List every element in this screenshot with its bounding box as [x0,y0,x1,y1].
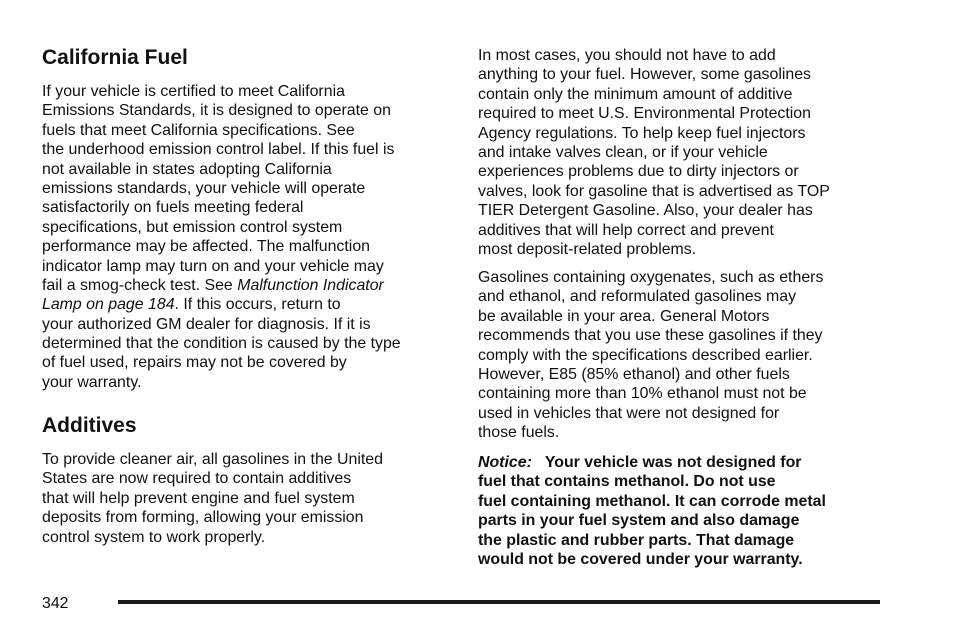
text-line [42,295,401,314]
text-segment: not available in states adopting California [42,160,332,178]
text-italic: Malfunction Indicator [237,276,384,294]
notice-paragraph [478,453,826,569]
text-line [42,237,401,256]
text-line [42,450,383,469]
text-line [478,531,826,550]
text-segment: and ethanol, and reformulated gasolines may [478,288,797,306]
text-line [478,326,823,345]
text-line [42,198,401,217]
text-segment: However, E85 (85% ethanol) and other fuels [478,365,790,383]
text-segment: be available in your area. General Motors [478,307,770,325]
text-segment: those fuels. [478,424,560,442]
text-line [478,346,823,365]
text-segment: anything to your fuel. However, some gasolines [478,66,812,84]
text-segment: the plastic and rubber parts. That damage [478,531,795,549]
text-segment: recommends that you use these gasolines if they [478,327,823,345]
text-line [478,511,826,530]
california-fuel-heading: California Fuel [42,46,188,69]
text-line [478,453,826,472]
text-line [478,162,830,181]
text-line [42,257,401,276]
text-segment: used in vehicles that were not designed for [478,404,780,422]
text-line [42,528,383,547]
text-segment: To provide cleaner air, all gasolines in the United [42,451,383,468]
text-segment: control system to work properly. [42,528,266,546]
text-line [478,143,830,162]
text-line [42,508,383,527]
text-segment: that will help prevent engine and fuel system [42,489,355,507]
text-line [42,353,401,372]
text-line [42,315,401,334]
text-line [478,492,826,511]
text-segment: Gasolines containing oxygenates, such as ethers [478,269,824,286]
text-segment: In most cases, you should not have to add [478,47,776,64]
text-segment: most deposit-related problems. [478,240,697,258]
text-segment: specifications, but emission control system [42,218,343,236]
text-segment: your warranty. [42,373,142,391]
text-line [42,218,401,237]
text-line [42,101,401,120]
fuel-additive-paragraph [478,46,830,259]
text-segment: fail a smog-check test. See [42,276,238,294]
text-segment: your authorized GM dealer for diagnosis. If it is [42,315,371,333]
text-segment: containing more than 10% ethanol must not be [478,385,807,403]
page-number: 342 [42,595,69,612]
text-line [478,85,830,104]
text-segment: comply with the specifications described earlier. [478,346,813,364]
text-segment: indicator lamp may turn on and your vehicle may [42,257,384,275]
text-segment: of fuel used, repairs may not be covered by [42,354,347,372]
text-segment: contain only the minimum amount of additive [478,85,793,103]
text-line [478,104,830,123]
text-line [478,46,830,65]
text-line [478,472,826,491]
text-line [478,268,823,287]
california-fuel-paragraph [42,82,401,392]
text-segment: Emissions Standards, it is designed to operate on [42,102,391,120]
text-line [42,334,401,353]
text-segment: Your vehicle was not designed for [531,454,802,471]
text-segment: parts in your fuel system and also damage [478,512,800,530]
text-line [42,140,401,159]
text-segment: deposits from forming, allowing your emission [42,509,364,527]
text-segment: . If this occurs, return to [174,296,341,314]
text-line [478,182,830,201]
text-line [478,240,830,259]
text-line [478,287,823,306]
text-italic: Notice: [478,454,532,471]
text-line [478,201,830,220]
text-line [478,365,823,384]
text-line [42,82,401,101]
text-segment: satisfactorily on fuels meeting federal [42,199,304,217]
text-line [42,179,401,198]
text-line [42,469,383,488]
text-segment: Agency regulations. To help keep fuel injectors [478,124,806,142]
text-line [42,373,401,392]
text-segment: performance may be affected. The malfunction [42,238,371,256]
text-segment: determined that the condition is caused by the type [42,335,401,353]
additives-heading: Additives [42,414,137,437]
text-segment: additives that will help correct and prevent [478,221,774,239]
text-line [478,65,830,84]
additives-paragraph [42,450,383,547]
text-line [42,160,401,179]
text-segment: would not be covered under your warranty. [478,550,803,568]
text-segment: valves, look for gasoline that is advertised as TOP [478,182,830,200]
text-segment: If your vehicle is certified to meet California [42,83,345,100]
text-line [478,307,823,326]
text-segment: the underhood emission control label. If this fuel is [42,141,395,159]
text-segment: and intake valves clean, or if your vehicle [478,143,768,161]
text-line [42,276,401,295]
text-line [42,121,401,140]
text-line [42,489,383,508]
text-segment: fuel containing methanol. It can corrode metal [478,492,826,510]
text-line [478,221,830,240]
text-segment: experiences problems due to dirty injectors or [478,163,799,181]
oxygenates-paragraph [478,268,823,443]
text-segment: TIER Detergent Gasoline. Also, your dealer has [478,202,813,220]
text-line [478,124,830,143]
text-segment: required to meet U.S. Environmental Protection [478,105,811,123]
text-segment: fuel that contains methanol. Do not use [478,473,776,491]
text-line [478,404,823,423]
text-line [478,550,826,569]
text-line [478,423,823,442]
text-line [478,384,823,403]
text-segment: fuels that meet California specifications. See [42,121,355,139]
text-segment: emissions standards, your vehicle will operate [42,179,366,197]
text-segment: States are now required to contain additives [42,470,352,488]
text-italic: Lamp on page 184 [42,296,175,314]
footer-rule [118,600,880,604]
